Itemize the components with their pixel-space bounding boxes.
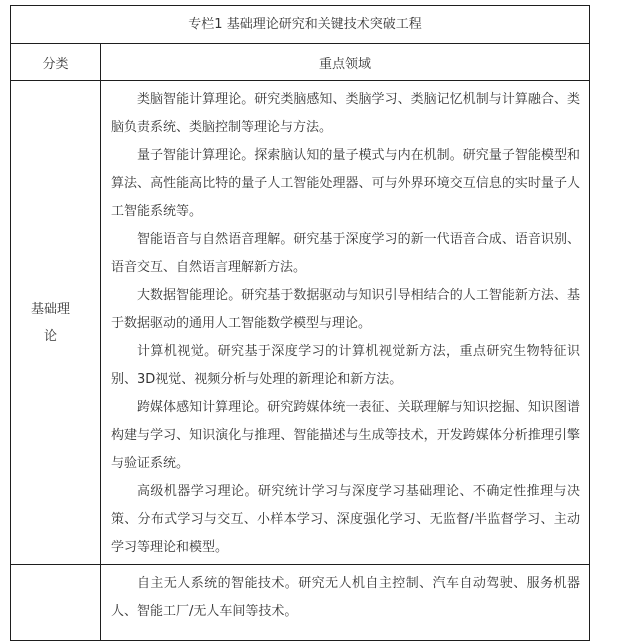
focus-paragraph: 跨媒体感知计算理论。研究跨媒体统一表征、关联理解与知识挖掘、知识图谱构建与学习、知识演化与推理、智能描述与生成等技术，开发跨媒体分析推理引擎与验证系统。: [111, 400, 580, 471]
table-header-row: [11, 44, 590, 81]
focus-paragraph: 大数据智能理论。研究基于数据驱动与知识引导相结合的人工智能新方法、基于数据驱动的通用人工智能数学模型与理论。: [111, 288, 580, 331]
focus-paragraph: 自主无人系统的智能技术。研究无人机自主控制、汽车自动驾驶、服务机器人、智能工厂/无人车间等技术。: [111, 576, 580, 619]
focus-paragraph: 量子智能计算理论。探索脑认知的量子模式与内在机制。研究量子智能模型和算法、高性能高比特的量子人工智能处理器、可与外界环境交互信息的实时量子人工智能系统等。: [111, 148, 580, 219]
focus-cell: [101, 565, 590, 641]
focus-paragraph: 计算机视觉。研究基于深度学习的计算机视觉新方法，重点研究生物特征识别、3D视觉、视频分析与处理的新理论和新方法。: [111, 344, 580, 387]
focus-paragraph: 类脑智能计算理论。研究类脑感知、类脑学习、类脑记忆机制与计算融合、类脑负责系统、类脑控制等理论与方法。: [111, 92, 580, 135]
table-title: 专栏1 基础理论研究和关键技术突破工程: [188, 17, 422, 32]
category-cell: [11, 81, 101, 565]
table-row: [11, 565, 590, 641]
special-column-table: [10, 5, 590, 641]
focus-cell: [101, 81, 590, 565]
table-title-cell: [11, 6, 590, 44]
header-focus: 重点领域: [101, 44, 590, 81]
special-column-table-wrapper: [10, 5, 589, 641]
category-cell: [11, 565, 101, 641]
category-label: 基础理论: [30, 301, 70, 344]
focus-paragraph: 高级机器学习理论。研究统计学习与深度学习基础理论、不确定性推理与决策、分布式学习与交互、小样本学习、深度强化学习、无监督/半监督学习、主动学习等理论和模型。: [111, 484, 580, 555]
table-title-row: [11, 6, 590, 44]
focus-paragraph: 智能语音与自然语音理解。研究基于深度学习的新一代语音合成、语音识别、语音交互、自然语言理解新方法。: [111, 232, 580, 275]
table-row: [11, 81, 590, 565]
header-category: 分类: [11, 44, 101, 81]
